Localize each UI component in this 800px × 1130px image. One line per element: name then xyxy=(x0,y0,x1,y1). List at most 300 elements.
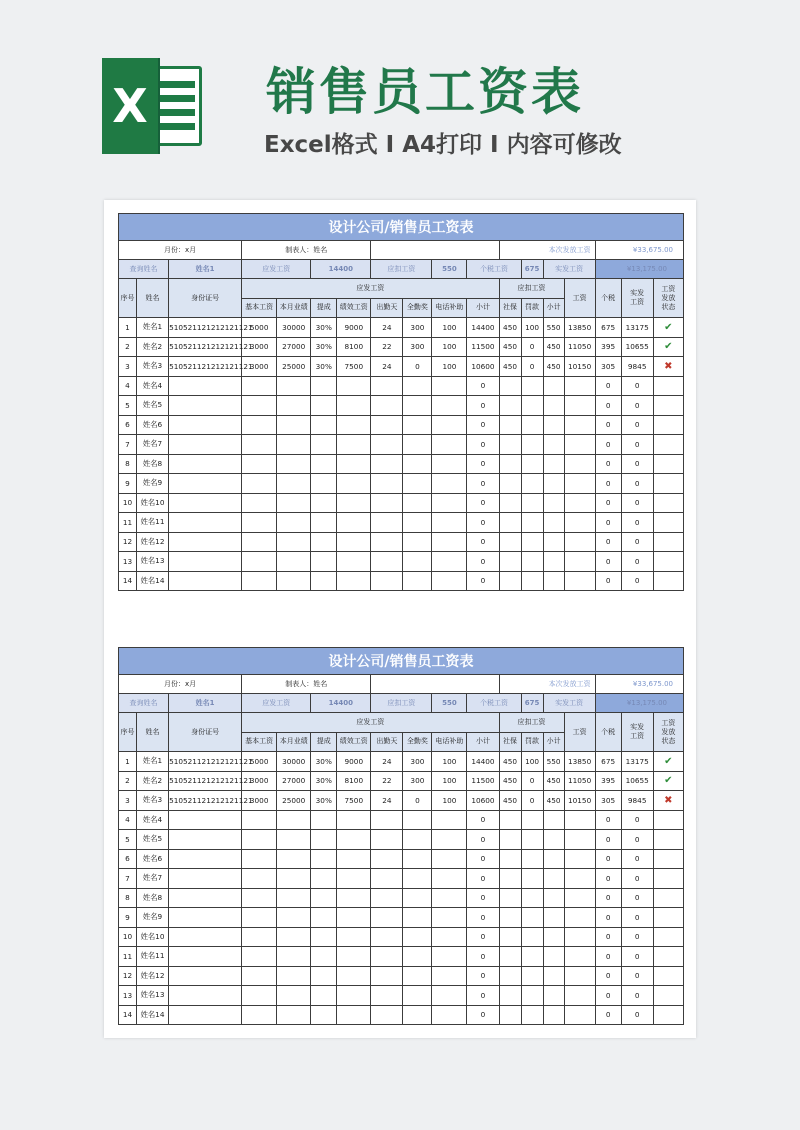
table-cell xyxy=(564,986,595,1006)
col-subtotal: 小计 xyxy=(467,298,499,318)
table-cell xyxy=(543,869,564,889)
table-cell xyxy=(311,869,337,889)
col-id: 身份证号 xyxy=(169,713,242,752)
table-cell: 305 xyxy=(595,791,621,811)
table-cell: 12 xyxy=(119,966,137,986)
table-cell: 姓名14 xyxy=(137,1005,169,1025)
blank-cell xyxy=(371,675,499,694)
table-cell xyxy=(242,474,277,494)
table-cell xyxy=(337,1005,371,1025)
table-cell: 3 xyxy=(119,791,137,811)
col-days: 出勤天 xyxy=(371,298,403,318)
table-cell xyxy=(521,927,543,947)
table-cell: 8100 xyxy=(337,771,371,791)
sheet-title: 设计公司/销售员工资表 xyxy=(119,214,684,241)
table-cell xyxy=(403,376,432,396)
table-cell xyxy=(242,1005,277,1025)
table-cell: 450 xyxy=(543,357,564,377)
table-row xyxy=(119,927,684,947)
table-cell: 450 xyxy=(543,791,564,811)
table-cell xyxy=(371,810,403,830)
table-cell xyxy=(169,571,242,591)
table-cell xyxy=(311,888,337,908)
table-cell: 0 xyxy=(467,986,499,1006)
table-cell xyxy=(169,869,242,889)
table-cell xyxy=(499,986,521,1006)
table-cell: 14400 xyxy=(467,752,499,772)
table-cell: 姓名3 xyxy=(137,791,169,811)
table-cell: 30000 xyxy=(277,318,311,338)
table-cell: 0 xyxy=(467,830,499,850)
table-cell: 30000 xyxy=(277,752,311,772)
table-cell: 姓名2 xyxy=(137,771,169,791)
status-cell xyxy=(653,947,683,967)
table-cell xyxy=(564,869,595,889)
table-cell: 0 xyxy=(595,571,621,591)
table-cell: 0 xyxy=(467,966,499,986)
table-row xyxy=(119,849,684,869)
table-cell xyxy=(337,415,371,435)
table-cell xyxy=(337,532,371,552)
table-cell xyxy=(403,493,432,513)
status-cell xyxy=(653,986,683,1006)
table-cell xyxy=(371,552,403,572)
table-cell: 450 xyxy=(499,771,521,791)
table-row xyxy=(119,908,684,928)
table-cell xyxy=(311,571,337,591)
table-cell: 7 xyxy=(119,869,137,889)
table-cell xyxy=(169,493,242,513)
table-row xyxy=(119,396,684,416)
status-cell xyxy=(653,396,683,416)
table-cell: 450 xyxy=(499,337,521,357)
table-row xyxy=(119,810,684,830)
table-cell: 510521121212121121 xyxy=(169,752,242,772)
table-cell xyxy=(432,908,467,928)
table-cell xyxy=(521,1005,543,1025)
table-cell: 0 xyxy=(595,415,621,435)
table-cell xyxy=(521,966,543,986)
table-cell xyxy=(242,396,277,416)
table-cell xyxy=(371,474,403,494)
table-cell xyxy=(311,908,337,928)
table-cell xyxy=(521,454,543,474)
table-cell xyxy=(169,908,242,928)
table-cell xyxy=(564,474,595,494)
table-cell: 300 xyxy=(403,752,432,772)
table-cell: 450 xyxy=(499,791,521,811)
table-cell: 100 xyxy=(432,337,467,357)
table-cell xyxy=(337,927,371,947)
table-cell: 0 xyxy=(467,513,499,533)
table-cell xyxy=(311,396,337,416)
status-cell xyxy=(653,810,683,830)
status-cell xyxy=(653,908,683,928)
table-cell xyxy=(564,552,595,572)
table-cell xyxy=(564,830,595,850)
status-fail-icon: ✖ xyxy=(653,357,683,377)
table-cell xyxy=(521,532,543,552)
table-cell xyxy=(432,474,467,494)
col-phone: 电话补助 xyxy=(432,732,467,752)
table-cell xyxy=(242,927,277,947)
table-cell xyxy=(499,888,521,908)
table-cell xyxy=(543,1005,564,1025)
table-cell: 395 xyxy=(595,771,621,791)
table-cell xyxy=(277,513,311,533)
table-cell: 0 xyxy=(595,986,621,1006)
table-cell xyxy=(521,908,543,928)
table-cell: 100 xyxy=(432,752,467,772)
table-cell xyxy=(403,474,432,494)
table-cell xyxy=(337,849,371,869)
col-wage: 工资 xyxy=(564,713,595,752)
table-cell xyxy=(242,571,277,591)
table-cell xyxy=(371,396,403,416)
table-cell: 0 xyxy=(467,869,499,889)
table-cell: 300 xyxy=(403,337,432,357)
query-name-select[interactable]: 姓名1 xyxy=(169,260,242,279)
tax-label: 个税工资 xyxy=(467,260,521,279)
col-attend: 全勤奖 xyxy=(403,732,432,752)
table-cell xyxy=(311,927,337,947)
table-cell: 27000 xyxy=(277,771,311,791)
table-cell xyxy=(543,810,564,830)
table-cell: 0 xyxy=(467,849,499,869)
table-cell xyxy=(432,1005,467,1025)
table-cell: 姓名13 xyxy=(137,552,169,572)
table-cell xyxy=(543,396,564,416)
table-cell xyxy=(564,415,595,435)
table-cell: 7500 xyxy=(337,357,371,377)
table-cell xyxy=(403,435,432,455)
tax-label: 个税工资 xyxy=(467,694,521,713)
table-cell: 0 xyxy=(621,552,653,572)
payout-label: 本次发放工资 xyxy=(499,675,595,694)
table-cell: 100 xyxy=(432,318,467,338)
table-cell xyxy=(311,415,337,435)
table-cell xyxy=(403,454,432,474)
table-cell xyxy=(521,493,543,513)
table-cell: 2 xyxy=(119,337,137,357)
table-cell: 8 xyxy=(119,888,137,908)
table-cell xyxy=(543,493,564,513)
table-cell xyxy=(371,532,403,552)
table-cell: 0 xyxy=(467,927,499,947)
table-cell: 305 xyxy=(595,357,621,377)
table-cell: 0 xyxy=(467,474,499,494)
table-cell xyxy=(242,908,277,928)
table-cell xyxy=(277,493,311,513)
table-cell xyxy=(337,947,371,967)
table-cell: 24 xyxy=(371,357,403,377)
table-cell xyxy=(543,435,564,455)
table-cell: 0 xyxy=(595,810,621,830)
table-cell xyxy=(403,888,432,908)
table-cell: 姓名13 xyxy=(137,986,169,1006)
table-cell: 13850 xyxy=(564,752,595,772)
table-cell xyxy=(564,1005,595,1025)
table-cell: 25000 xyxy=(277,791,311,811)
col-dsub: 小计 xyxy=(543,732,564,752)
table-cell xyxy=(403,830,432,850)
table-cell xyxy=(311,552,337,572)
salary-table-1 xyxy=(118,213,684,591)
status-cell xyxy=(653,415,683,435)
col-perf: 绩效工资 xyxy=(337,298,371,318)
table-cell: 0 xyxy=(621,454,653,474)
table-cell xyxy=(242,869,277,889)
table-cell xyxy=(543,552,564,572)
table-cell: 3000 xyxy=(242,771,277,791)
table-cell xyxy=(499,908,521,928)
net-value: ¥13,175.00 xyxy=(595,694,683,713)
table-cell xyxy=(499,966,521,986)
table-cell xyxy=(403,571,432,591)
table-cell: 0 xyxy=(595,532,621,552)
table-cell xyxy=(242,947,277,967)
table-cell xyxy=(499,435,521,455)
table-cell: 30% xyxy=(311,752,337,772)
table-cell: 100 xyxy=(521,318,543,338)
table-cell xyxy=(337,552,371,572)
table-cell xyxy=(277,1005,311,1025)
table-cell xyxy=(521,376,543,396)
table-cell xyxy=(432,435,467,455)
status-cell xyxy=(653,454,683,474)
table-cell: 10150 xyxy=(564,357,595,377)
table-cell xyxy=(521,571,543,591)
table-cell xyxy=(277,908,311,928)
table-cell: 12 xyxy=(119,532,137,552)
table-cell xyxy=(371,947,403,967)
table-cell xyxy=(521,830,543,850)
table-cell xyxy=(371,830,403,850)
table-cell: 450 xyxy=(499,318,521,338)
table-cell xyxy=(169,888,242,908)
table-cell xyxy=(337,869,371,889)
table-cell: 10655 xyxy=(621,771,653,791)
month-label: 月份：x月 xyxy=(119,241,242,260)
status-cell xyxy=(653,435,683,455)
table-cell xyxy=(521,947,543,967)
table-cell xyxy=(242,493,277,513)
table-cell xyxy=(169,830,242,850)
table-cell xyxy=(403,947,432,967)
table-row xyxy=(119,337,684,357)
status-ok-icon: ✔ xyxy=(653,771,683,791)
table-cell: 0 xyxy=(403,357,432,377)
table-cell: 550 xyxy=(543,752,564,772)
status-ok-icon: ✔ xyxy=(653,318,683,338)
table-cell xyxy=(337,830,371,850)
table-cell xyxy=(564,513,595,533)
table-cell xyxy=(337,396,371,416)
table-cell: 0 xyxy=(467,396,499,416)
table-cell xyxy=(311,493,337,513)
col-subtotal: 小计 xyxy=(467,732,499,752)
table-cell: 姓名7 xyxy=(137,435,169,455)
table-cell: 0 xyxy=(595,513,621,533)
table-cell xyxy=(521,986,543,1006)
table-cell xyxy=(337,908,371,928)
table-cell: 27000 xyxy=(277,337,311,357)
status-cell xyxy=(653,888,683,908)
page-title: 销售员工资表 xyxy=(266,63,584,121)
col-name: 姓名 xyxy=(137,713,169,752)
table-cell xyxy=(337,474,371,494)
col-name: 姓名 xyxy=(137,279,169,318)
table-cell: 13 xyxy=(119,552,137,572)
table-cell xyxy=(242,532,277,552)
table-cell: 510521121212121121 xyxy=(169,357,242,377)
query-name-select[interactable]: 姓名1 xyxy=(169,694,242,713)
table-cell xyxy=(403,1005,432,1025)
col-tax: 个税 xyxy=(595,279,621,318)
table-cell xyxy=(432,571,467,591)
table-cell xyxy=(543,986,564,1006)
table-cell: 9000 xyxy=(337,752,371,772)
col-rate: 提成 xyxy=(311,298,337,318)
table-cell: 300 xyxy=(403,318,432,338)
table-cell: 3000 xyxy=(242,791,277,811)
table-cell: 100 xyxy=(432,771,467,791)
table-cell xyxy=(277,571,311,591)
table-cell xyxy=(277,454,311,474)
table-cell xyxy=(432,552,467,572)
table-cell xyxy=(337,571,371,591)
table-cell: 姓名12 xyxy=(137,966,169,986)
table-cell xyxy=(564,908,595,928)
status-cell xyxy=(653,513,683,533)
gross-label: 应发工资 xyxy=(242,694,311,713)
table-cell: 1 xyxy=(119,318,137,338)
status-cell xyxy=(653,571,683,591)
deduct-label: 应扣工资 xyxy=(371,260,432,279)
table-cell xyxy=(371,849,403,869)
table-cell: 30% xyxy=(311,791,337,811)
table-cell: 姓名3 xyxy=(137,357,169,377)
col-rate: 提成 xyxy=(311,732,337,752)
table-cell: 0 xyxy=(621,947,653,967)
table-cell xyxy=(564,532,595,552)
table-cell xyxy=(521,396,543,416)
col-fine: 罚款 xyxy=(521,732,543,752)
table-cell: 0 xyxy=(467,908,499,928)
table-cell xyxy=(432,986,467,1006)
table-cell xyxy=(371,376,403,396)
table-cell xyxy=(543,532,564,552)
table-cell xyxy=(311,435,337,455)
table-row xyxy=(119,791,684,811)
col-wage: 工资 xyxy=(564,279,595,318)
table-cell xyxy=(371,888,403,908)
table-cell xyxy=(499,810,521,830)
table-cell: 姓名7 xyxy=(137,869,169,889)
table-cell xyxy=(337,435,371,455)
table-cell: 510521121212121121 xyxy=(169,791,242,811)
table-cell: 0 xyxy=(521,771,543,791)
table-cell: 450 xyxy=(543,771,564,791)
table-cell: 10 xyxy=(119,927,137,947)
table-cell xyxy=(499,1005,521,1025)
table-cell: 0 xyxy=(595,888,621,908)
table-row xyxy=(119,532,684,552)
table-cell: 姓名4 xyxy=(137,810,169,830)
gross-value: 14400 xyxy=(311,694,371,713)
table-cell: 13850 xyxy=(564,318,595,338)
table-cell xyxy=(403,869,432,889)
table-cell: 10655 xyxy=(621,337,653,357)
table-cell: 10600 xyxy=(467,791,499,811)
table-cell xyxy=(432,869,467,889)
table-cell: 0 xyxy=(403,791,432,811)
table-cell xyxy=(169,1005,242,1025)
table-cell: 24 xyxy=(371,752,403,772)
table-cell: 姓名8 xyxy=(137,454,169,474)
table-row xyxy=(119,752,684,772)
payout-amount: ¥33,675.00 xyxy=(595,675,683,694)
table-row xyxy=(119,376,684,396)
table-cell: 姓名9 xyxy=(137,474,169,494)
table-cell xyxy=(242,888,277,908)
table-cell xyxy=(432,927,467,947)
table-cell: 10150 xyxy=(564,791,595,811)
table-cell: 0 xyxy=(521,337,543,357)
table-cell xyxy=(337,966,371,986)
maker-label: 制表人：姓名 xyxy=(242,241,371,260)
table-cell xyxy=(432,966,467,986)
table-cell: 5 xyxy=(119,396,137,416)
table-cell xyxy=(311,947,337,967)
table-cell xyxy=(169,927,242,947)
table-cell: 0 xyxy=(595,396,621,416)
table-cell xyxy=(499,376,521,396)
month-label: 月份：x月 xyxy=(119,675,242,694)
table-cell xyxy=(371,1005,403,1025)
table-cell xyxy=(403,966,432,986)
table-cell: 0 xyxy=(621,810,653,830)
table-cell xyxy=(371,966,403,986)
table-cell xyxy=(337,513,371,533)
table-cell: 0 xyxy=(467,435,499,455)
table-cell: 510521121212121121 xyxy=(169,337,242,357)
table-cell: 5000 xyxy=(242,752,277,772)
table-cell: 0 xyxy=(467,1005,499,1025)
table-cell: 5 xyxy=(119,830,137,850)
table-cell xyxy=(499,927,521,947)
col-seq: 序号 xyxy=(119,279,137,318)
table-cell xyxy=(564,947,595,967)
table-cell xyxy=(311,376,337,396)
table-cell xyxy=(169,986,242,1006)
table-cell: 0 xyxy=(595,435,621,455)
table-cell: 9 xyxy=(119,908,137,928)
table-cell xyxy=(371,869,403,889)
tax-value: 675 xyxy=(521,694,543,713)
table-cell xyxy=(242,830,277,850)
table-cell xyxy=(242,986,277,1006)
table-cell xyxy=(432,513,467,533)
table-cell: 5000 xyxy=(242,318,277,338)
table-cell xyxy=(169,435,242,455)
table-cell: 姓名9 xyxy=(137,908,169,928)
col-net: 实发工资 xyxy=(621,279,653,318)
table-cell xyxy=(432,947,467,967)
col-base: 基本工资 xyxy=(242,298,277,318)
table-cell xyxy=(521,415,543,435)
table-cell: 0 xyxy=(595,454,621,474)
